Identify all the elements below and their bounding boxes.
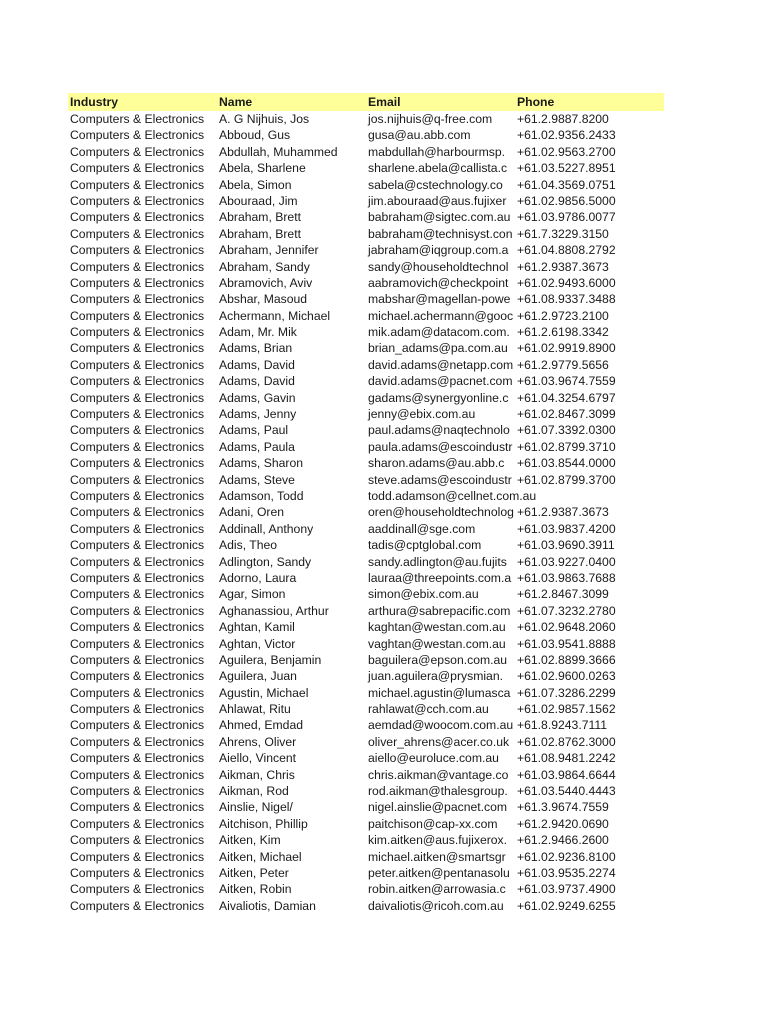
cell-name: Aitken, Peter [219, 865, 289, 880]
cell-email: babraham@sigtec.com.au [368, 210, 511, 225]
cell-email: michael.achermann@gooc [368, 308, 514, 323]
cell-phone: +61.2.9723.2100 [517, 308, 609, 323]
table-row [68, 521, 664, 537]
cell-phone: +61.03.5227.8951 [517, 161, 616, 176]
table-row [68, 472, 664, 488]
cell-phone: +61.02.9648.2060 [517, 620, 616, 635]
table-row [68, 488, 664, 504]
cell-industry: Computers & Electronics [70, 357, 205, 372]
cell-email: rod.aikman@thalesgroup. [368, 784, 508, 799]
cell-phone: +61.2.9887.8200 [517, 112, 609, 126]
table-row [68, 586, 664, 602]
cell-name: Ahmed, Emdad [219, 718, 304, 733]
table-row [68, 734, 664, 750]
cell-phone: +61.07.3286.2299 [517, 685, 616, 700]
cell-phone: +61.2.9466.2600 [517, 833, 609, 848]
table-row [68, 570, 664, 586]
cell-email: gusa@au.abb.com [368, 128, 471, 143]
cell-email: sharlene.abela@callista.c [368, 161, 508, 176]
cell-name: Agar, Simon [219, 587, 286, 602]
cell-name: Ahrens, Oliver [219, 734, 297, 749]
cell-industry: Computers & Electronics [70, 243, 205, 258]
cell-industry: Computers & Electronics [70, 669, 205, 684]
cell-name: Adam, Mr. Mik [219, 325, 297, 340]
table-row [68, 324, 664, 340]
cell-industry: Computers & Electronics [70, 882, 205, 897]
table-row [68, 832, 664, 848]
cell-email: nigel.ainslie@pacnet.com [368, 800, 508, 815]
cell-name: Adani, Oren [219, 505, 285, 520]
cell-phone: +61.03.5440.4443 [517, 784, 616, 799]
cell-email: aemdad@woocom.com.au [368, 718, 514, 733]
cell-phone: +61.8.9243.7111 [517, 718, 608, 733]
cell-name: Adams, Brian [219, 341, 293, 356]
cell-email: oren@householdtechnolog [368, 505, 514, 520]
table-row [68, 881, 664, 897]
cell-phone: +61.02.8467.3099 [517, 407, 616, 422]
cell-email: gadams@synergyonline.c [368, 390, 509, 405]
cell-name: Aitken, Kim [219, 833, 281, 848]
cell-industry: Computers & Electronics [70, 734, 205, 749]
cell-industry: Computers & Electronics [70, 833, 205, 848]
cell-phone: +61.2.9779.5656 [517, 357, 609, 372]
cell-email: oliver_ahrens@acer.co.uk [368, 734, 510, 749]
cell-name: Aivaliotis, Damian [219, 898, 316, 913]
cell-email: aabramovich@checkpoint [368, 275, 509, 290]
cell-email: sandy.adlington@au.fujits [368, 554, 507, 569]
cell-email: david.adams@pacnet.com [368, 374, 513, 389]
cell-name: Adams, David [219, 357, 295, 372]
cell-name: Abboud, Gus [219, 128, 291, 143]
cell-email: todd.adamson@cellnet.com.au [368, 488, 537, 503]
cell-name: Adlington, Sandy [219, 554, 312, 569]
cell-email: kim.aitken@aus.fujixerox. [368, 833, 508, 848]
header-name: Name [219, 95, 253, 109]
cell-email: aaddinall@sge.com [368, 521, 476, 536]
cell-industry: Computers & Electronics [70, 603, 205, 618]
cell-industry: Computers & Electronics [70, 685, 205, 700]
cell-industry: Computers & Electronics [70, 636, 205, 651]
cell-email: peter.aitken@pentanasolu [368, 865, 510, 880]
cell-phone: +61.02.9919.8900 [517, 341, 616, 356]
header-industry: Industry [70, 95, 119, 109]
cell-phone: +61.02.8899.3666 [517, 652, 616, 667]
cell-industry: Computers & Electronics [70, 325, 205, 340]
header-email: Email [368, 95, 401, 109]
cell-industry: Computers & Electronics [70, 554, 205, 569]
table-row [68, 242, 664, 258]
cell-email: juan.aguilera@prysmian. [368, 669, 503, 684]
cell-phone: +61.03.8544.0000 [517, 456, 616, 471]
cell-email: arthura@sabrepacific.com [368, 603, 511, 618]
cell-industry: Computers & Electronics [70, 374, 205, 389]
cell-email: brian_adams@pa.com.au [368, 341, 508, 356]
cell-name: Adamson, Todd [219, 488, 304, 503]
cell-email: sabela@cstechnology.co [368, 177, 503, 192]
cell-email: mik.adam@datacom.com. [368, 325, 510, 340]
cell-name: Agustin, Michael [219, 685, 309, 700]
cell-industry: Computers & Electronics [70, 161, 205, 176]
cell-name: Adams, Gavin [219, 390, 296, 405]
table-row [68, 537, 664, 553]
cell-industry: Computers & Electronics [70, 816, 205, 831]
cell-phone: +61.07.3232.2780 [517, 603, 616, 618]
table-row [68, 652, 664, 668]
table-row [68, 127, 664, 143]
table-header-row [68, 93, 664, 111]
table-row [68, 144, 664, 160]
cell-email: jim.abouraad@aus.fujixer [368, 193, 507, 208]
table-row [68, 504, 664, 520]
cell-phone: +61.02.9493.6000 [517, 275, 616, 290]
cell-phone: +61.02.9856.5000 [517, 193, 616, 208]
cell-phone: +61.02.8762.3000 [517, 734, 616, 749]
table-row [68, 783, 664, 799]
cell-phone: +61.07.3392.0300 [517, 423, 616, 438]
table-row [68, 865, 664, 881]
cell-industry: Computers & Electronics [70, 570, 205, 585]
cell-industry: Computers & Electronics [70, 620, 205, 635]
cell-industry: Computers & Electronics [70, 538, 205, 553]
cell-email: mabdullah@harbourmsp. [368, 144, 506, 159]
cell-email: steve.adams@escoindustr [368, 472, 512, 487]
cell-name: A. G Nijhuis, Jos [219, 112, 310, 126]
table-row [68, 177, 664, 193]
cell-name: Adams, Paul [219, 423, 289, 438]
cell-phone: +61.02.9563.2700 [517, 144, 616, 159]
cell-name: Aiello, Vincent [219, 751, 297, 766]
cell-email: robin.aitken@arrowasia.c [368, 882, 506, 897]
cell-industry: Computers & Electronics [70, 800, 205, 815]
cell-email: jos.nijhuis@q-free.com [368, 112, 493, 126]
contact-table [68, 93, 664, 914]
cell-industry: Computers & Electronics [70, 341, 205, 356]
cell-email: sharon.adams@au.abb.c [368, 456, 505, 471]
cell-industry: Computers & Electronics [70, 587, 205, 602]
table-row [68, 193, 664, 209]
cell-phone: +61.02.9236.8100 [517, 849, 616, 864]
cell-phone: +61.2.9387.3673 [517, 259, 609, 274]
table-row [68, 603, 664, 619]
cell-name: Abela, Sharlene [219, 161, 306, 176]
cell-industry: Computers & Electronics [70, 259, 205, 274]
table-row [68, 701, 664, 717]
cell-name: Abraham, Brett [219, 210, 301, 225]
cell-email: daivaliotis@ricoh.com.au [368, 898, 504, 913]
table-row [68, 373, 664, 389]
cell-industry: Computers & Electronics [70, 488, 205, 503]
table-row [68, 390, 664, 406]
cell-phone: +61.08.9337.3488 [517, 292, 616, 307]
cell-name: Aikman, Rod [219, 784, 289, 799]
cell-phone: +61.03.9535.2274 [517, 865, 616, 880]
cell-name: Abdullah, Muhammed [219, 144, 338, 159]
cell-name: Abraham, Brett [219, 226, 301, 241]
table-row [68, 455, 664, 471]
cell-name: Aghanassiou, Arthur [219, 603, 329, 618]
cell-name: Adams, Steve [219, 472, 295, 487]
cell-industry: Computers & Electronics [70, 718, 205, 733]
cell-name: Abramovich, Aviv [219, 275, 313, 290]
cell-email: david.adams@netapp.com [368, 357, 514, 372]
cell-phone: +61.2.9420.0690 [517, 816, 609, 831]
cell-phone: +61.03.9690.3911 [517, 538, 615, 553]
cell-name: Abraham, Sandy [219, 259, 310, 274]
cell-name: Achermann, Michael [219, 308, 331, 323]
cell-name: Ainslie, Nigel/ [219, 800, 293, 815]
cell-industry: Computers & Electronics [70, 128, 205, 143]
header-phone: Phone [517, 95, 555, 109]
cell-name: Aitken, Michael [219, 849, 302, 864]
cell-phone: +61.03.9863.7688 [517, 570, 616, 585]
cell-email: jabraham@iqgroup.com.a [368, 243, 509, 258]
cell-name: Abraham, Jennifer [219, 243, 319, 258]
cell-name: Aikman, Chris [219, 767, 295, 782]
cell-phone: +61.03.9227.0400 [517, 554, 616, 569]
table-row [68, 619, 664, 635]
cell-name: Adams, Paula [219, 439, 295, 454]
cell-phone: +61.04.3254.6797 [517, 390, 616, 405]
cell-industry: Computers & Electronics [70, 144, 205, 159]
cell-industry: Computers & Electronics [70, 898, 205, 913]
cell-name: Ahlawat, Ritu [219, 702, 291, 717]
cell-name: Abela, Simon [219, 177, 292, 192]
cell-phone: +61.02.8799.3700 [517, 472, 616, 487]
cell-name: Aghtan, Victor [219, 636, 296, 651]
cell-industry: Computers & Electronics [70, 702, 205, 717]
table-row [68, 340, 664, 356]
table-row [68, 767, 664, 783]
cell-industry: Computers & Electronics [70, 456, 205, 471]
cell-phone: +61.3.9674.7559 [517, 800, 609, 815]
cell-industry: Computers & Electronics [70, 112, 205, 126]
table-row [68, 275, 664, 291]
table-row [68, 357, 664, 373]
cell-industry: Computers & Electronics [70, 210, 205, 225]
cell-industry: Computers & Electronics [70, 767, 205, 782]
cell-phone: +61.2.6198.3342 [517, 325, 609, 340]
cell-industry: Computers & Electronics [70, 505, 205, 520]
cell-industry: Computers & Electronics [70, 275, 205, 290]
table-row [68, 226, 664, 242]
cell-industry: Computers & Electronics [70, 193, 205, 208]
cell-phone: +61.04.8808.2792 [517, 243, 616, 258]
cell-email: michael.agustin@lumasca [368, 685, 511, 700]
table-body [68, 111, 664, 914]
cell-name: Aghtan, Kamil [219, 620, 295, 635]
cell-industry: Computers & Electronics [70, 784, 205, 799]
cell-name: Adams, David [219, 374, 295, 389]
cell-email: chris.aikman@vantage.co [368, 767, 509, 782]
cell-phone: +61.2.8467.3099 [517, 587, 609, 602]
cell-email: sandy@householdtechnol [368, 259, 509, 274]
table-row [68, 849, 664, 865]
cell-industry: Computers & Electronics [70, 751, 205, 766]
table-row [68, 898, 664, 914]
table-row [68, 422, 664, 438]
table-row [68, 160, 664, 176]
cell-name: Adams, Jenny [219, 407, 297, 422]
cell-phone: +61.02.9356.2433 [517, 128, 616, 143]
cell-phone: +61.02.9857.1562 [517, 702, 616, 717]
table-row [68, 209, 664, 225]
cell-email: paula.adams@escoindustr [368, 439, 513, 454]
cell-phone: +61.03.9864.6644 [517, 767, 616, 782]
table-row [68, 259, 664, 275]
cell-email: vaghtan@westan.com.au [368, 636, 506, 651]
cell-industry: Computers & Electronics [70, 849, 205, 864]
cell-name: Abshar, Masoud [219, 292, 308, 307]
cell-industry: Computers & Electronics [70, 439, 205, 454]
cell-phone: +61.02.8799.3710 [517, 439, 616, 454]
cell-name: Abouraad, Jim [219, 193, 298, 208]
cell-industry: Computers & Electronics [70, 390, 205, 405]
cell-industry: Computers & Electronics [70, 177, 205, 192]
cell-phone: +61.04.3569.0751 [517, 177, 616, 192]
cell-email: kaghtan@westan.com.au [368, 620, 506, 635]
table-row [68, 554, 664, 570]
table-row [68, 750, 664, 766]
cell-email: aiello@euroluce.com.au [368, 751, 499, 766]
cell-email: babraham@technisyst.con [368, 226, 513, 241]
cell-email: paitchison@cap-xx.com [368, 816, 498, 831]
cell-phone: +61.7.3229.3150 [517, 226, 609, 241]
cell-industry: Computers & Electronics [70, 292, 205, 307]
cell-email: lauraa@threepoints.com.a [368, 570, 512, 585]
table-row [68, 291, 664, 307]
cell-phone: +61.03.9837.4200 [517, 521, 616, 536]
cell-name: Addinall, Anthony [219, 521, 314, 536]
cell-name: Adis, Theo [219, 538, 278, 553]
cell-email: baguilera@epson.com.au [368, 652, 508, 667]
cell-industry: Computers & Electronics [70, 472, 205, 487]
cell-phone: +61.02.9600.0263 [517, 669, 616, 684]
cell-email: simon@ebix.com.au [368, 587, 479, 602]
cell-name: Aguilera, Benjamin [219, 652, 322, 667]
cell-email: rahlawat@cch.com.au [368, 702, 489, 717]
cell-industry: Computers & Electronics [70, 652, 205, 667]
cell-industry: Computers & Electronics [70, 865, 205, 880]
cell-name: Aguilera, Juan [219, 669, 297, 684]
cell-email: mabshar@magellan-powe [368, 292, 511, 307]
cell-email: michael.aitken@smartsgr [368, 849, 506, 864]
cell-email: tadis@cptglobal.com [368, 538, 482, 553]
cell-phone: +61.03.9541.8888 [517, 636, 616, 651]
cell-phone [515, 488, 664, 504]
table-row [68, 816, 664, 832]
cell-industry: Computers & Electronics [70, 226, 205, 241]
cell-phone: +61.2.9387.3673 [517, 505, 609, 520]
table-row [68, 799, 664, 815]
cell-email: paul.adams@naqtechnolo [368, 423, 510, 438]
table-row [68, 308, 664, 324]
cell-phone: +61.03.9786.0077 [517, 210, 616, 225]
table-row [68, 636, 664, 652]
table-row [68, 111, 664, 127]
cell-phone: +61.03.9737.4900 [517, 882, 616, 897]
cell-name: Aitchison, Phillip [219, 816, 308, 831]
table-row [68, 439, 664, 455]
cell-name: Adorno, Laura [219, 570, 297, 585]
cell-industry: Computers & Electronics [70, 407, 205, 422]
cell-industry: Computers & Electronics [70, 308, 205, 323]
cell-name: Aitken, Robin [219, 882, 292, 897]
cell-phone: +61.02.9249.6255 [517, 898, 616, 913]
table-row [68, 685, 664, 701]
cell-phone: +61.03.9674.7559 [517, 374, 616, 389]
table-row [68, 406, 664, 422]
table-row [68, 668, 664, 684]
table-row [68, 717, 664, 733]
cell-name: Adams, Sharon [219, 456, 304, 471]
cell-industry: Computers & Electronics [70, 521, 205, 536]
cell-phone: +61.08.9481.2242 [517, 751, 616, 766]
cell-industry: Computers & Electronics [70, 423, 205, 438]
cell-email: jenny@ebix.com.au [368, 407, 476, 422]
